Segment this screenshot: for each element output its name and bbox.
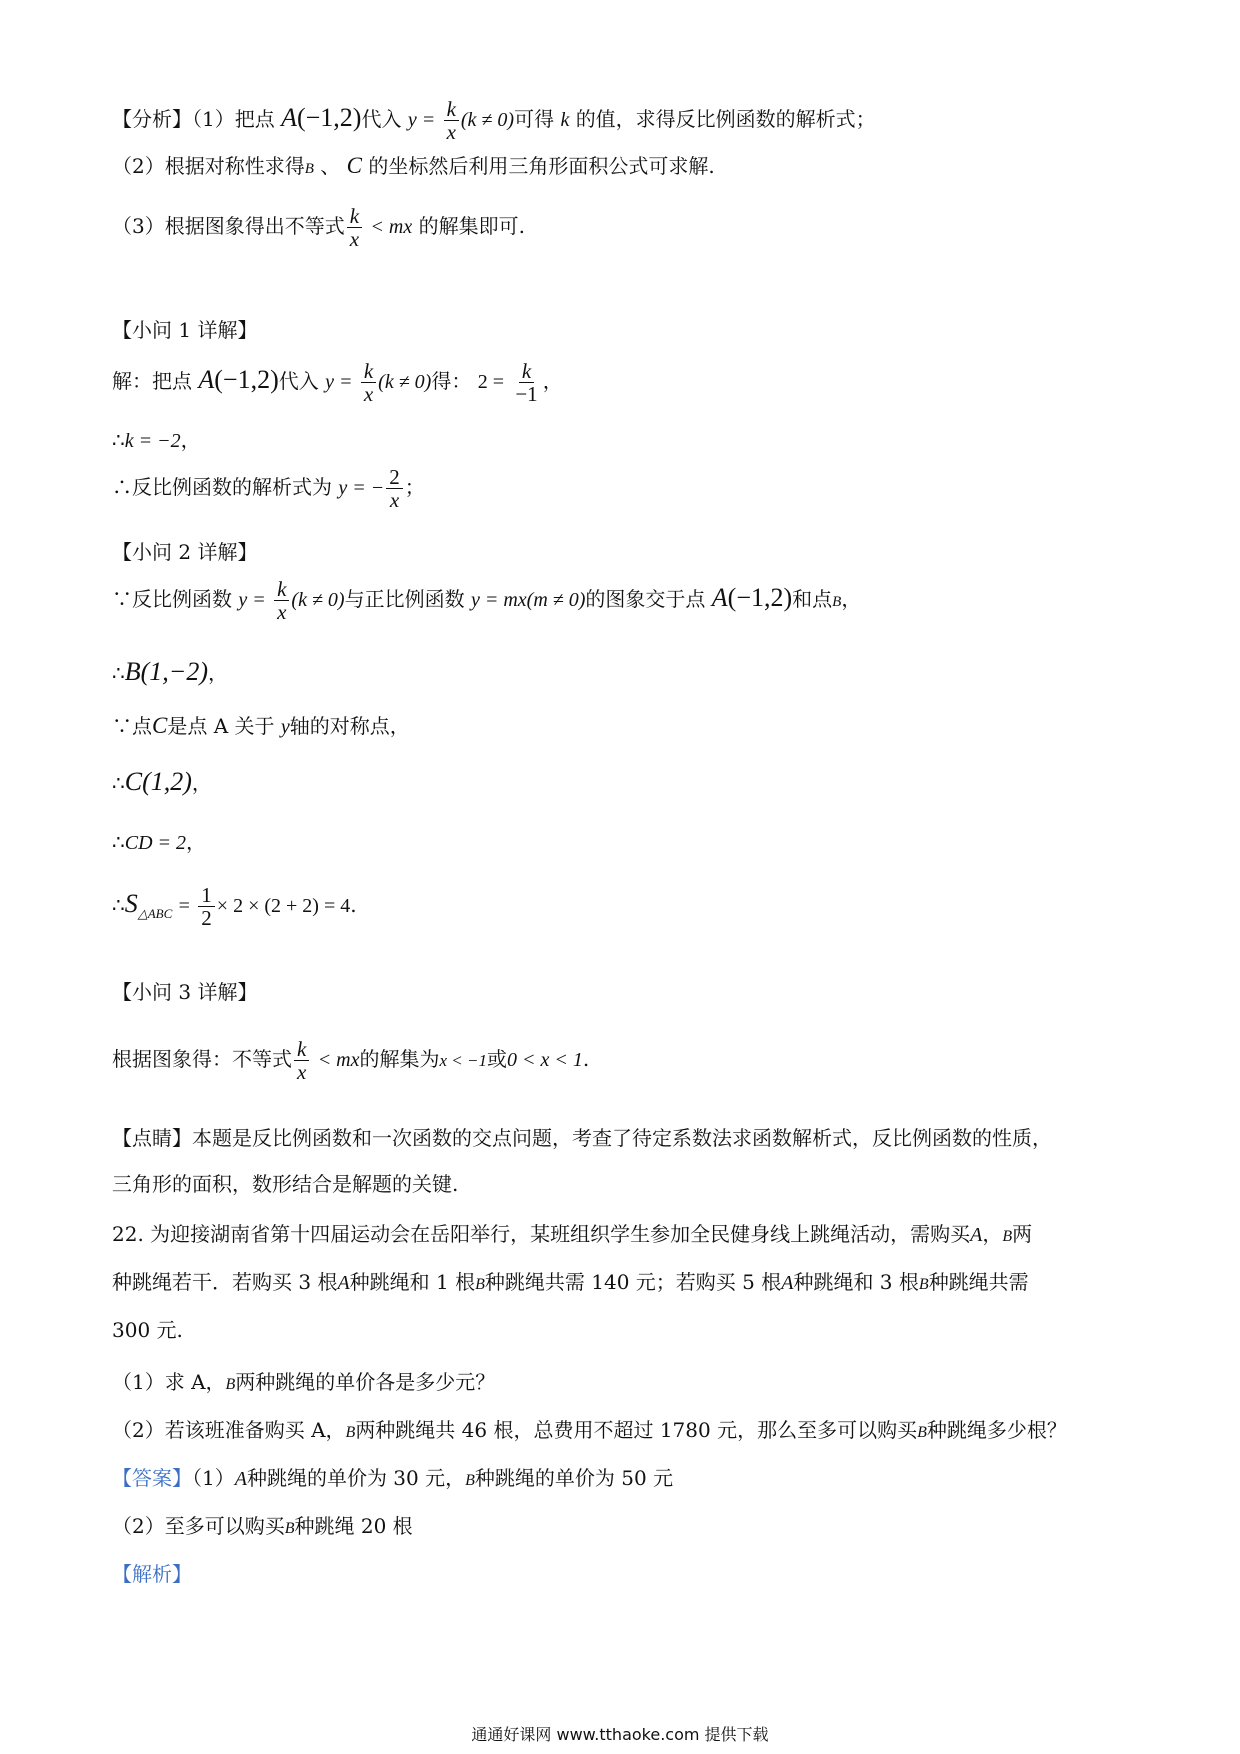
q1-solve-line: 解：把点 A(−1,2)代入 y = $\frac{k}{x}$ (k ≠ 0)得： 2 = $\frac{k}{-1}$ ， <box>112 359 563 407</box>
q2-CD-value: ∴CD = 2， <box>112 830 207 854</box>
q1-result: ∴反比例函数的解析式为 y = − $\frac{2}{x}$ ； <box>112 465 425 513</box>
q3-answer-line: 根据图象得：不等式 $\frac{k}{x}$ < mx的解集为x < −1或0 < x < 1. <box>112 1037 590 1085</box>
problem22-question-2: （2）若该班准备购买 A，B两种跳绳共 46 根，总费用不超过 1780 元，那么至多可以购买B种跳绳多少根？ <box>112 1418 1067 1442</box>
comment-line-2: 三角形的面积，数形结合是解题的关键. <box>112 1172 459 1196</box>
q2-intersect-line: ∵反比例函数 y = $\frac{k}{x}$ (k ≠ 0)与正比例函数 y = mx(m ≠ 0)的图象交于点 A(−1,2)和点B， <box>112 577 862 625</box>
fraction-k-over-x: $\frac{k}{x}$ <box>444 98 459 143</box>
problem22-line-3: 300 元. <box>112 1318 183 1342</box>
q2-C-coords: ∴C(1,2)， <box>112 767 212 796</box>
answer-tag: 【答案】 <box>112 1466 192 1490</box>
answer-line-2: （2）至多可以购买B种跳绳 20 根 <box>112 1514 413 1538</box>
analysis-line-2: （2）根据对称性求得B 、 C 的坐标然后利用三角形面积公式可求解. <box>112 153 715 178</box>
answer-line-1: 【答案】（1）A种跳绳的单价为 30 元，B种跳绳的单价为 50 元 <box>112 1466 674 1490</box>
analysis-tag-blue: 【解析】 <box>112 1562 192 1586</box>
analysis-tag: 【分析】 <box>112 107 192 132</box>
footer-watermark: 通通好课网 www.tthaoke.com 提供下载 <box>471 1725 769 1744</box>
analysis-line-3: （3）根据图象得出不等式 $\frac{k}{x}$ < mx 的解集即可. <box>112 204 525 252</box>
problem22-line-1: 22. 为迎接湖南省第十四届运动会在岳阳举行，某班组织学生参加全民健身线上跳绳活动，需购买A，B两 <box>112 1222 1033 1246</box>
q3-header: 【小问 3 详解】 <box>112 980 258 1004</box>
analysis-line-1: 【分析】（1）把点 A(−1,2)代入 y = $\frac{k}{x}$ (k ≠ 0)可得 k 的值，求得反比例函数的解析式； <box>112 97 876 145</box>
q2-header: 【小问 2 详解】 <box>112 540 258 564</box>
q1-header: 【小问 1 详解】 <box>112 318 258 342</box>
problem22-question-1: （1）求 A，B两种跳绳的单价各是多少元？ <box>112 1370 496 1394</box>
q1-k-value: ∴k = −2， <box>112 428 201 452</box>
q2-B-coords: ∴B(1,−2)， <box>112 657 228 686</box>
problem22-line-2: 种跳绳若干．若购买 3 根A种跳绳和 1 根B种跳绳共需 140 元；若购买 5 根A种跳绳和 3 根B种跳绳共需 <box>112 1270 1029 1294</box>
comment-line-1: 【点睛】本题是反比例函数和一次函数的交点问题，考查了待定系数法求函数解析式，反比例函数的性质， <box>112 1126 1052 1150</box>
q2-area-line: $\therefore S_{\triangle ABC}$ = $\frac{1}{2}$ × 2 × (2 + 2) = 4. <box>112 883 357 931</box>
q2-symmetry-line: ∵点C是点 A 关于 y轴的对称点， <box>112 713 410 738</box>
